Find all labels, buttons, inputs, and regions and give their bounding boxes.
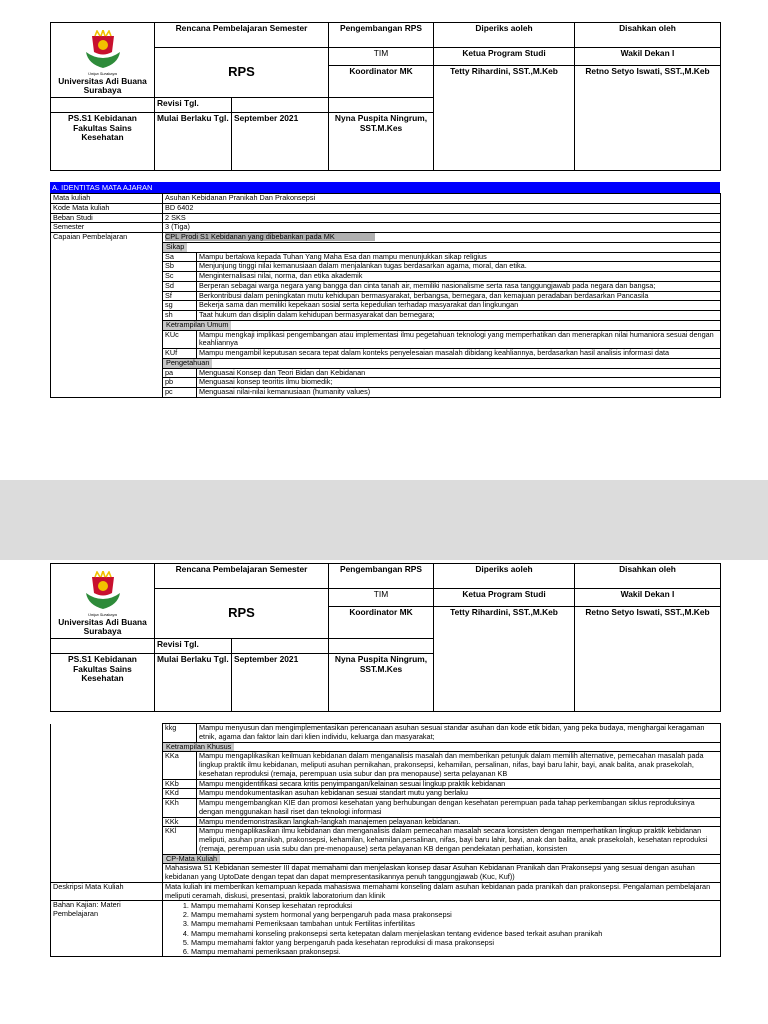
list-item: 1. Mampu memahami Konsep kesehatan reproduksi (191, 901, 718, 910)
cpl-label: Capaian Pembelajaran (51, 233, 163, 398)
empty-cell (51, 799, 163, 818)
approver-name: Retno Setyo Iswati, SST.,M.Keb (575, 607, 721, 711)
table-row (51, 194, 721, 204)
empty-cell (51, 827, 163, 854)
koordinator-label: Koordinator MK (329, 66, 434, 97)
item-text: Berkontribusi dalam peningkatan mutu kehidupan bermasyarakat, berbangsa, bernegara, dan kemajuan peradaban berdasarkan Pancasila (197, 291, 721, 301)
item-code: pc (163, 388, 197, 398)
checker-name: Tetty Rihardini, SST.,M.Keb (434, 607, 575, 711)
logo-cell (51, 564, 155, 639)
logo-caption: Unipa Surabaya (88, 612, 117, 617)
approved-label: Disahkan oleh (575, 23, 721, 48)
document-page-1 (0, 0, 768, 480)
table-row (51, 724, 721, 743)
item-code: Sd (163, 281, 197, 291)
item-code: Sc (163, 272, 197, 282)
list-item: 6. Mampu memahami pemeriksaan prakonsepsi. (191, 947, 718, 956)
section-a-continued (50, 723, 720, 957)
item-code: KKb (163, 779, 197, 789)
revisi-label: Revisi Tgl. (155, 97, 232, 112)
checked-label: Diperiks aoleh (434, 23, 575, 48)
university-logo-icon (82, 571, 124, 611)
item-text: Mampu mengembangkan KIE dan promosi kesehatan yang berhubungan dengan kesehatan perempuan pada tahap perkembangan siklus reproduksinya dengan menggunakan hasil riset dan teknologi informasi (197, 799, 721, 818)
field-value: Asuhan Kebidanan Pranikah Dan Prakonsepsi (163, 194, 721, 204)
item-text: Mampu menyusun dan mengimplementasikan perencanaan asuhan sesuai standar asuhan dan kode etik bidan, yang peka budaya, menghargai keragaman etnik, agama dan faktor lain dari klien individu, keluarga dan masyarakat; (197, 724, 721, 743)
document-page-2 (0, 560, 768, 1024)
table-row (51, 742, 721, 752)
item-text: Mampu bertakwa kepada Tuhan Yang Maha Esa dan mampu menunjukkan sikap religius (197, 252, 721, 262)
item-code: KUc (163, 330, 197, 349)
list-item: 3. Mampu memahami Pemeriksaan tambahan untuk Fertilitas infertilitas (191, 919, 718, 928)
checked-label: Diperiks aoleh (434, 564, 575, 589)
blank-cell (329, 97, 434, 112)
kk-heading-cell (163, 742, 721, 752)
item-code: kkg (163, 724, 197, 743)
blank-cell (232, 638, 329, 653)
pengetahuan-heading-cell (163, 358, 721, 368)
blank-cell (51, 638, 155, 653)
revisi-label: Revisi Tgl. (155, 638, 232, 653)
coordinator-name: Nyna Puspita Ningrum, SST.M.Kes (329, 112, 434, 170)
logo-cell (51, 23, 155, 98)
item-code: Sb (163, 262, 197, 272)
mulai-label: Mulai Berlaku Tgl. (155, 653, 232, 711)
effective-date: September 2021 (232, 112, 329, 170)
item-code: Sa (163, 252, 197, 262)
item-code: KKl (163, 827, 197, 854)
sikap-heading-cell (163, 242, 721, 252)
pengetahuan-heading: Pengetahuan (163, 359, 212, 368)
table-row (51, 817, 721, 827)
item-code: KKh (163, 799, 197, 818)
table-row (51, 779, 721, 789)
bahan-label: Bahan Kajian: Materi Pembelajaran (51, 901, 163, 957)
item-text: Menguasai nilai-nilai kemanusiaan (humanity values) (197, 388, 721, 398)
empty-cell (51, 724, 163, 743)
field-value: BD 6402 (163, 203, 721, 213)
competency-table (50, 723, 721, 957)
field-value: 2 SKS (163, 213, 721, 223)
kk-heading: Ketrampilan Khusus (163, 743, 234, 752)
tim-label: TIM (329, 589, 434, 607)
list-item: 2. Mampu memahami system hormonal yang berpengaruh pada masa prakonsepsi (191, 910, 718, 919)
ku-heading-cell (163, 320, 721, 330)
item-text: Mampu mengaplikasikan keilmuan kebidanan dalam menganalisis masalah dan memberikan petunjuk dalam memilih alternative, pemecahan masalah pada lingkup praktik ilmu kebidanan, meliputi asuhan pernikahan, prakonsepsi, kehamilan, persalinan, nifas, bayi baru lahir, bayi, anak balita, anak prasekolah, kesehatan reproduksi (remaja, perempuan usia subur dan pra menopause) serta pelayanan KB (197, 752, 721, 779)
blank-cell (51, 97, 155, 112)
table-row (51, 799, 721, 818)
dev-label: Pengembangan RPS (329, 23, 434, 48)
blank-cell (232, 97, 329, 112)
deskripsi-label: Deskripsi Mata Kuliah (51, 882, 163, 901)
item-code: KKd (163, 789, 197, 799)
list-item: 4. Mampu memahami konseling prakonsepsi serta ketepatan dalam menjelaskan tentang evidence based terkait asuhan pranikah (191, 929, 718, 938)
deskripsi-text: Mata kuliah ini memberikan kemampuan kepada mahasiswa memahami konseling dalam asuhan kebidanan pada pranikah dan prakonsepsi. Pengalaman pembelajaran meliputi ceramah, diskusi, presentasi, praktik laboratorium dan klinik (163, 882, 721, 901)
wadek-label: Wakil Dekan I (575, 48, 721, 66)
field-label: Beban Studi (51, 213, 163, 223)
item-code: pb (163, 378, 197, 388)
university-name: Universitas Adi Buana Surabaya (58, 616, 147, 637)
item-text: Mampu mendemonstrasikan langkah-langkah manajemen pelayanan kebidanan. (197, 817, 721, 827)
item-text: Mampu mengidentifikasi secara kritis penyimpangan/kelainan sesuai lingkup praktik kebidanan (197, 779, 721, 789)
prodi-name: PS.S1 Kebidanan Fakultas Sains Kesehatan (51, 653, 155, 711)
table-row (51, 203, 721, 213)
prodi-name: PS.S1 Kebidanan Fakultas Sains Kesehatan (51, 112, 155, 170)
item-code: sg (163, 301, 197, 311)
table-row (51, 882, 721, 901)
field-label: Semester (51, 223, 163, 233)
coordinator-name: Nyna Puspita Ningrum, SST.M.Kes (329, 653, 434, 711)
table-row (51, 827, 721, 854)
dev-label: Pengembangan RPS (329, 564, 434, 589)
kaprodi-label: Ketua Program Studi (434, 48, 575, 66)
course-plan-label: Rencana Pembelajaran Semester (155, 564, 329, 589)
item-code: KUf (163, 349, 197, 359)
rps-header-2 (50, 563, 721, 712)
item-text: Mampu mengaplikasikan ilmu kebidanan dan menganalisis dalam pemecahan masalah secara konsisten dengan memperhatikan lingkup praktik kebidanan meliputi, asuhan pranikah, prakonsepsi, kehamilan, kehamilan,persalinan, nifas, bayi baru lahir, bayi, anak dan balita, anak prasekolah, kesehatan reproduksi (remaja, perempuan usia subu dan pre-menopause) serta pelayanan KB dengan pendekatan perhatian, konsisten (197, 827, 721, 854)
item-text: Bekerja sama dan memiliki kepekaan sosial serta kepedulian terhadap masyarakat dan lingkungan (197, 301, 721, 311)
field-label: Mata kuliah (51, 194, 163, 204)
ku-heading: Ketrampilan Umum (163, 321, 231, 330)
list-item: 5. Mampu memahami faktor yang berpengaruh pada kesehatan reproduksi di masa prakonsepsi (191, 938, 718, 947)
effective-date: September 2021 (232, 653, 329, 711)
empty-cell (51, 817, 163, 827)
empty-cell (51, 789, 163, 799)
table-row (51, 789, 721, 799)
item-code: KKa (163, 752, 197, 779)
rps-title: RPS (155, 48, 329, 98)
cp-mk-text: Mahasiswa S1 Kebidanan semester III dapat memahami dan menjelaskan konsep dasar Asuhan Kebidanan Pranikah dan Prakonsepsi yang sesuai dengan asuhan kebidanan yang UptoDate dengan tepat dan dapat mempresentasikannya penuh tanggungjawab (Kuc, Kuf)) (163, 864, 721, 883)
item-text: Menguasai konsep teoritis ilmu biomedik; (197, 378, 721, 388)
item-code: KKk (163, 817, 197, 827)
checker-name: Tetty Rihardini, SST.,M.Keb (434, 66, 575, 170)
cp-mk-heading-cell (163, 854, 721, 864)
course-plan-label: Rencana Pembelajaran Semester (155, 23, 329, 48)
empty-cell (51, 742, 163, 752)
empty-cell (51, 752, 163, 779)
item-code: sh (163, 311, 197, 321)
sikap-heading: Sikap (163, 243, 187, 252)
empty-cell (51, 854, 163, 864)
bahan-list (165, 901, 718, 956)
table-row (51, 864, 721, 883)
university-name: Universitas Adi Buana Surabaya (58, 75, 147, 96)
section-a (50, 182, 720, 398)
table-row (51, 223, 721, 233)
university-logo-icon (82, 30, 124, 70)
table-row (51, 854, 721, 864)
blank-cell (329, 638, 434, 653)
identity-table (50, 193, 721, 398)
empty-cell (51, 864, 163, 883)
mulai-label: Mulai Berlaku Tgl. (155, 112, 232, 170)
item-text: Berperan sebagai warga negara yang bangga dan cinta tanah air, memiliki nasionalisme serta rasa tanggungjawab pada negara dan bangsa; (197, 281, 721, 291)
cpl-title (163, 233, 721, 243)
cpl-title-text: CPL Prodi S1 Kebidanan yang dibebankan pada MK (165, 233, 375, 242)
koordinator-label: Koordinator MK (329, 607, 434, 638)
item-text: Menjunjung tinggi nilai kemanusiaan dalam menjalankan tugas berdasarkan agama, moral, dan etika. (197, 262, 721, 272)
table-row (51, 233, 721, 243)
tim-label: TIM (329, 48, 434, 66)
field-label: Kode Mata kuliah (51, 203, 163, 213)
item-text: Mampu mengkaji implikasi pengembangan atau implementasi ilmu pegetahuan teknologi yang memperhatikan dan menerapkan nilai humaniora sesuai dengan keahliannya (197, 330, 721, 349)
table-row (51, 752, 721, 779)
field-value: 3 (Tiga) (163, 223, 721, 233)
item-code: Sf (163, 291, 197, 301)
bahan-list-cell (163, 901, 721, 957)
item-code: pa (163, 368, 197, 378)
empty-cell (51, 779, 163, 789)
logo-caption: Unipa Surabaya (88, 71, 117, 76)
section-a-title: A. IDENTITAS MATA AJARAN (50, 182, 720, 193)
item-text: Mampu mendokumentasikan asuhan kebidanan sesuai standart mutu yang berlaku (197, 789, 721, 799)
table-row (51, 213, 721, 223)
table-row (51, 901, 721, 957)
item-text: Menginternalisasi nilai, norma, dan etika akademik (197, 272, 721, 282)
item-text: Taat hukum dan disiplin dalam kehidupan bermasyarakat dan bernegara; (197, 311, 721, 321)
approved-label: Disahkan oleh (575, 564, 721, 589)
kaprodi-label: Ketua Program Studi (434, 589, 575, 607)
wadek-label: Wakil Dekan I (575, 589, 721, 607)
rps-header-1 (50, 22, 721, 171)
approver-name: Retno Setyo Iswati, SST.,M.Keb (575, 66, 721, 170)
item-text: Menguasai Konsep dan Teori Bidan dan Kebidanan (197, 368, 721, 378)
cp-mk-heading: CP-Mata Kuliah (163, 855, 220, 864)
item-text: Mampu mengambil keputusan secara tepat dalam konteks penyelesaian masalah dibidang keahliannya, berdasarkan hasil analisis informasi data (197, 349, 721, 359)
rps-title: RPS (155, 589, 329, 639)
